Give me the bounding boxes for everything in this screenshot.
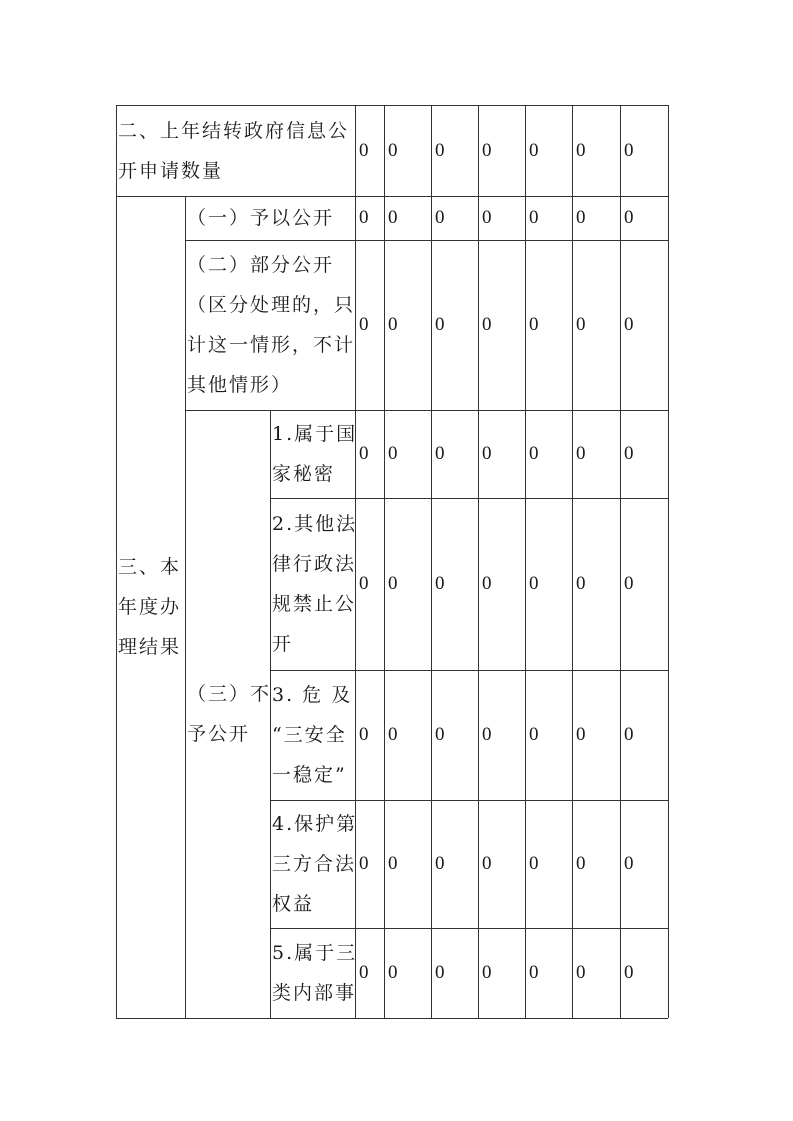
value-cell: 0: [482, 573, 492, 594]
label-line: 4.保护第: [272, 813, 358, 835]
label-line: （三）不: [187, 683, 272, 705]
value-cell: 0: [388, 853, 398, 874]
value-cell: 0: [435, 853, 445, 874]
value-cell: 0: [576, 724, 586, 745]
label-line: （一）予以公开: [187, 207, 335, 229]
value-cell: 0: [482, 724, 492, 745]
column-divider: [185, 196, 186, 1018]
column-divider: [384, 105, 385, 1018]
value-cell: 0: [435, 573, 445, 594]
value-cell: 0: [529, 962, 539, 983]
label-line: 权益: [272, 893, 315, 915]
label-line: 5.属于三: [272, 942, 358, 964]
value-cell: 0: [388, 573, 398, 594]
value-cell: 0: [388, 724, 398, 745]
label-line: 三、本: [118, 556, 182, 578]
label-line: “三安全: [272, 724, 347, 746]
row-label-s1: [272, 410, 358, 498]
value-cell: 0: [529, 314, 539, 335]
label-line: 其他情形）: [187, 374, 293, 396]
row-label-disclosed: [187, 196, 355, 240]
value-cell: 0: [529, 573, 539, 594]
value-cell: 0: [359, 443, 369, 464]
value-cell: 0: [359, 573, 369, 594]
row-label-s4: [272, 800, 358, 928]
section-label-annual-results: [118, 196, 185, 1018]
value-cell: 0: [576, 207, 586, 228]
value-cell: 0: [576, 443, 586, 464]
label-line: 二、上年结转政府信息公: [118, 119, 350, 142]
value-cell: 0: [576, 139, 586, 161]
value-cell: 0: [624, 314, 634, 335]
value-cell: 0: [624, 139, 634, 161]
row-label-s5: [272, 928, 358, 1018]
label-line: 规禁止公: [272, 593, 357, 615]
row-label-s2: [272, 498, 358, 670]
label-line: 年度办: [118, 596, 182, 618]
label-line: 2.其他法: [272, 513, 358, 535]
value-cell: 0: [359, 853, 369, 874]
value-cell: 0: [482, 853, 492, 874]
column-divider: [431, 105, 432, 1018]
row-label-not-disclosed: [187, 410, 270, 1018]
value-cell: 0: [435, 443, 445, 464]
value-cell: 0: [624, 573, 634, 594]
column-divider: [572, 105, 573, 1018]
value-cell: 0: [359, 207, 369, 228]
label-line: 1.属于国: [272, 423, 358, 445]
value-cell: 0: [624, 207, 634, 228]
label-line: 家秘密: [272, 463, 336, 485]
value-cell: 0: [529, 139, 539, 161]
label-line: （二）部分公开: [187, 254, 335, 276]
value-cell: 0: [388, 139, 398, 161]
value-cell: 0: [482, 139, 492, 161]
label-line: 3. 危 及: [272, 684, 353, 706]
value-cell: 0: [624, 724, 634, 745]
value-cell: 0: [388, 207, 398, 228]
value-cell: 0: [435, 314, 445, 335]
row-label-carryover: [118, 105, 355, 196]
label-line: 类内部事: [272, 982, 357, 1004]
value-cell: 0: [388, 443, 398, 464]
value-cell: 0: [435, 724, 445, 745]
column-divider: [478, 105, 479, 1018]
value-cell: 0: [576, 853, 586, 874]
column-divider: [270, 410, 271, 1018]
label-line: 一稳定”: [272, 764, 347, 786]
label-line: 理结果: [118, 636, 182, 658]
table-left-border: [116, 105, 117, 1018]
value-cell: 0: [482, 443, 492, 464]
value-cell: 0: [529, 853, 539, 874]
value-cell: 0: [482, 314, 492, 335]
label-line: 律行政法: [272, 553, 357, 575]
value-cell: 0: [435, 207, 445, 228]
value-cell: 0: [435, 139, 445, 161]
label-line: 开申请数量: [118, 159, 224, 182]
value-cell: 0: [359, 724, 369, 745]
label-line: 予公开: [187, 723, 251, 745]
label-line: （区分处理的，只: [187, 294, 356, 316]
value-cell: 0: [482, 207, 492, 228]
table-bottom-border: [116, 1018, 668, 1019]
row-label-partially-disclosed: [187, 240, 355, 410]
value-cell: 0: [529, 724, 539, 745]
table-right-border: [668, 105, 669, 1018]
value-cell: 0: [576, 314, 586, 335]
label-line: 开: [272, 633, 294, 655]
value-cell: 0: [624, 443, 634, 464]
column-divider: [620, 105, 621, 1018]
value-cell: 0: [359, 139, 369, 161]
value-cell: 0: [576, 573, 586, 594]
value-cell: 0: [359, 314, 369, 335]
value-cell: 0: [624, 962, 634, 983]
value-cell: 0: [388, 962, 398, 983]
value-cell: 0: [359, 962, 369, 983]
value-cell: 0: [576, 962, 586, 983]
value-cell: 0: [435, 962, 445, 983]
column-divider: [525, 105, 526, 1018]
value-cell: 0: [482, 962, 492, 983]
value-cell: 0: [529, 207, 539, 228]
label-line: 计这一情形，不计: [187, 334, 356, 356]
row-label-s3: [272, 670, 355, 800]
label-line: 三方合法: [272, 853, 357, 875]
value-cell: 0: [624, 853, 634, 874]
value-cell: 0: [529, 443, 539, 464]
value-cell: 0: [388, 314, 398, 335]
